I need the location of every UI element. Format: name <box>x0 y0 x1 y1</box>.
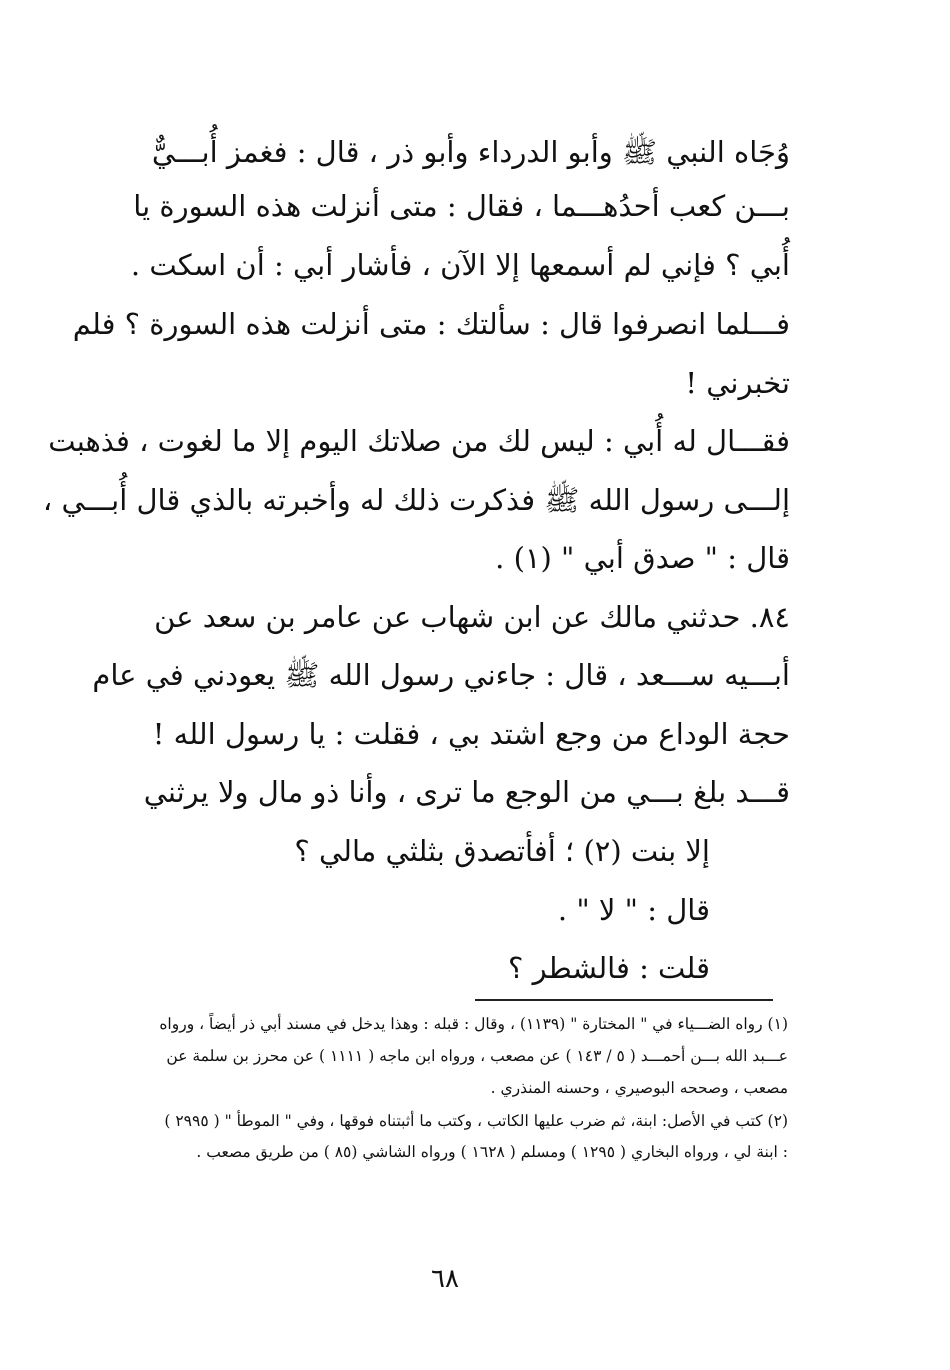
text-line: فقـــال له أُبي : ليس لك من صلاتك اليوم إلا ما لغوت ، فذهبت <box>48 424 790 458</box>
footnote-line: عـــبد الله بـــن أحمـــد ( ٥ / ١٤٣ ) عن مصعب ، ورواه ابن ماجه ( ١١١١ ) عن محرز بن سلمة عن <box>166 1047 788 1065</box>
hadith-number-line: ٨٤. حدثني مالك عن ابن شهاب عن عامر بن سعد عن <box>154 600 790 634</box>
text-line: تخبرني ! <box>685 366 790 400</box>
footnote-line: (٢) كتب في الأصل: ابنة، ثم ضرب عليها الكاتب ، وكتب ما أثبتناه فوقها ، وفي " الموطأ " ( ٢٩٩٥ ) <box>164 1112 788 1130</box>
text-line: فـــلما انصرفوا قال : سألتك : متى أنزلت هذه السورة ؟ فلم <box>72 307 790 341</box>
footnote-line: (١) رواه الضـــياء في " المختارة " (١١٣٩) ، وقال : قبله : وهذا يدخل في مسند أبي ذر أيضاً ، ورواه <box>159 1015 788 1033</box>
text-line: إلا بنت (٢) ؛ أفأتصدق بثلثي مالي ؟ <box>294 834 710 868</box>
text-line: حجة الوداع من وجع اشتد بي ، فقلت : يا رسول الله ! <box>152 717 790 751</box>
text-line: قال : " لا " . <box>557 893 710 927</box>
text-line: أُبي ؟ فإني لم أسمعها إلا الآن ، فأشار أبي : أن اسكت . <box>130 248 790 282</box>
text-line: قـــد بلغ بـــي من الوجع ما ترى ، وأنا ذو مال ولا يرثني <box>143 775 790 809</box>
footnote-separator <box>475 999 773 1001</box>
text-line: أبـــيه ســـعد ، قال : جاءني رسول الله ﷺ يعودني في عام <box>92 658 790 692</box>
text-line: إلـــى رسول الله ﷺ فذكرت ذلك له وأخبرته بالذي قال أُبـــي ، <box>42 483 790 517</box>
text-line: قلت : فالشطر ؟ <box>508 951 710 985</box>
text-line: قال : " صدق أبي " (١) . <box>495 541 790 575</box>
footnote-line: : ابنة لي ، ورواه البخاري ( ١٢٩٥ ) ومسلم ( ١٦٢٨ ) ورواه الشاشي (٨٥ ) من طريق مصعب . <box>196 1143 788 1161</box>
text-line: بـــن كعب أحدُهـــما ، فقال : متى أنزلت هذه السورة يا <box>133 189 790 223</box>
text-line: وُجَاه النبي ﷺ وأبو الدرداء وأبو ذر ، قال : فغمز أُبـــيٌّ <box>151 135 790 169</box>
page-number: ٦٨ <box>431 1264 459 1294</box>
footnote-line: مصعب ، وصححه البوصيري ، وحسنه المنذري . <box>490 1079 788 1097</box>
